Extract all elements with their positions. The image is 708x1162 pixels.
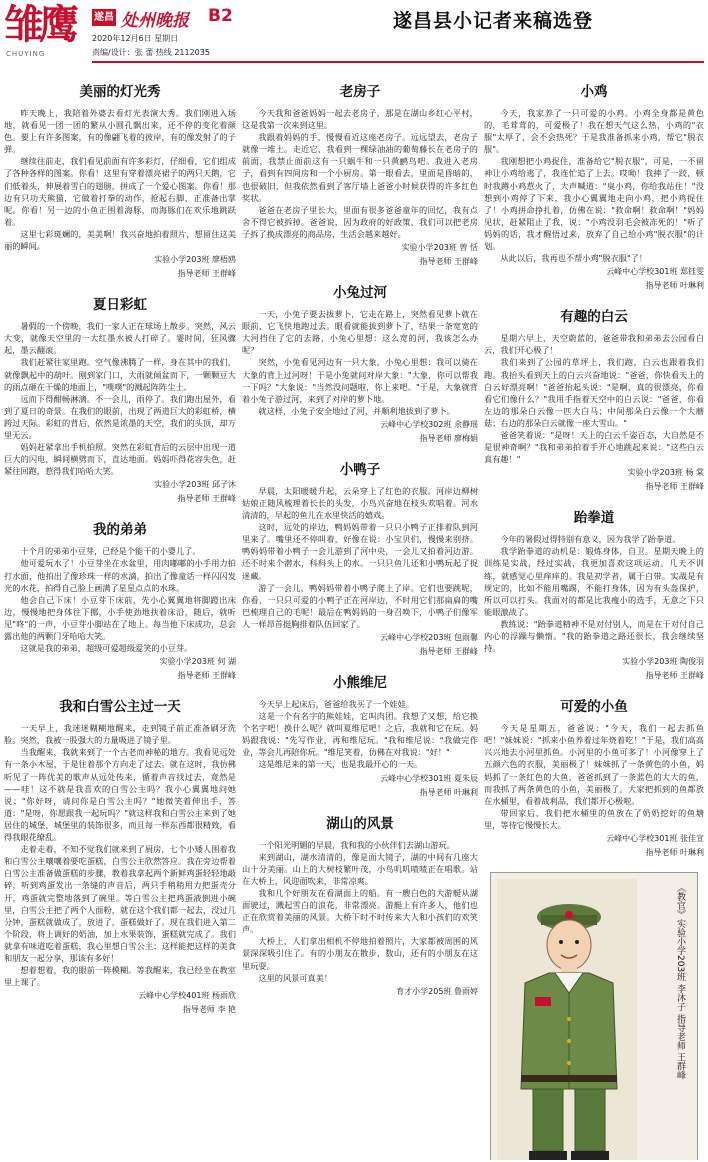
- article-paragraph: 突然，小兔看见河边有一只大象，小兔心里想：我可以骑在大象的背上过河呀！于是小兔就问对岸大象："大象，你可以帮我一下吗？"大象说："当然没问题啦，你上来吧。"于是，大象就背着小兔子游过河，来到了对岸的萝卜地。: [242, 357, 478, 404]
- article-paragraph: 我跟着妈妈的手，慢慢看近这座老房子。远远望去，老房子就像一堆土。走近它，我看到一棵绿油油的葡萄藤长在老房子的前面，我禁止面前这有一只蜗牛和一只黄鹂鸟吧。我进入老房子，看到有四间房和一个小厨房。第一眼看去，里面是昏暗的，也很破旧，但我依然看到了客厅墙上爸爸小时候获得的许多红色奖状。: [242, 132, 478, 203]
- article: [242, 281, 478, 445]
- article-paragraph: 从此以后，我再也不帮小鸡"脱衣服"了！: [500, 253, 648, 264]
- article-teacher: 指导老师 叶琳利: [645, 281, 704, 291]
- article-paragraph: 一个阳光明媚的早晨，我和我的小伙伴们去湖山游玩。: [258, 839, 455, 850]
- article-title: 湖山的风景: [326, 815, 394, 832]
- article-teacher: 指导老师 王群峰: [177, 671, 236, 681]
- paper-name: 处州晚报: [121, 11, 189, 31]
- article-title: 小熊维尼: [333, 675, 387, 691]
- article-paragraph: 这里七彩斑斓的，美美啊！我兴奋地拍着照片，想留住这美丽的瞬间。: [4, 228, 236, 252]
- article-teacher: 指导老师 王群峰: [645, 482, 704, 492]
- article-title: 有趣的白云: [560, 309, 628, 326]
- article: [484, 305, 704, 493]
- article-author: 云峰中心学校401班 杨雨欣: [138, 991, 236, 1001]
- article-teacher: 指导老师 王群峰: [177, 494, 236, 504]
- student-drawing: [490, 872, 698, 1160]
- article-body: [4, 545, 236, 654]
- article-paragraph: 暑假的一个傍晚，我们一家人正在球场上散步。突然，风云大变，就像天空里的一大红墨水被人打碎了。霎时间，狂风骤起，墨云翻滚。: [4, 321, 236, 356]
- article-body: [484, 533, 704, 654]
- article-paragraph: 我学跆拳道的动机是：锻炼身体，自卫。星期天晚上的训练是实战，经过实战，我更加喜欢这项运动。几天不训练，就感觉心里痒痒的。我是初学者，属于白带。实战是有规定的，比如不能用嘴踢，不能打身体，因为有头盔保护，所以可以打头。我面对的都是比我瘦小的选手，无意之下只能眼激战了。: [484, 546, 704, 617]
- article-title: 可爱的小鱼: [560, 699, 628, 716]
- article-body: [484, 332, 704, 465]
- article-body: [4, 722, 236, 988]
- column-middle: [242, 76, 478, 1160]
- article-paragraph: 这是维尼来的第一天，也是我最开心的一天。: [258, 759, 423, 770]
- article: [484, 80, 704, 292]
- page-header: [0, 0, 708, 72]
- article-body: [242, 107, 478, 240]
- article-paragraph: 早晨，太阳暖暖升起，云朵穿上了红色的衣服。河岸边柳树姑娘正随风梳理着长长的头发，小鸟兴奋地在枝头欢唱着。河水清清的，早起的鱼儿在水里快活的嬉戏。: [242, 485, 478, 521]
- edition-badge: 遂昌: [92, 9, 116, 26]
- column-left: [4, 76, 236, 1160]
- article-body: [4, 320, 236, 477]
- article-paragraph: 这里的风景可真美！: [258, 972, 333, 983]
- right-articles: [484, 80, 704, 859]
- logo-subtitle: CHUYING: [6, 50, 46, 58]
- article-paragraph: 走着走着，不知不觉我们就来到了厨房，七个小矮人围着我和白雪公主嚷嚷着要吃蛋糕，白雪公主欣然答应。我在旁边帮着白雪公主准备做蛋糕的步骤，教着我拿起两个新鲜鸡蛋轻轻地敲碎，听到鸡蛋发出一条缝的声音后，两只手稍稍用力把蛋壳分开，鸡蛋就完整地落到了碗里。等白雪公主把鸡蛋液倒进小碗里，白雪公主把了两个人面粉，就在这个我们都一起去，没过几分钟，蛋糕就做成了，放进了，蛋糕做好了。现在我们进入第二个阶段，将上调好的奶油，加上水果装饰，蛋糕就完成了。我们就拿有味道吃着蛋糕，我心里想白雪公主：这样能把这样的美食和朋友一起分享，那该有多好！: [4, 844, 236, 963]
- article-paragraph: 我们赶紧往家里跑。空气像沸腾了一样，身在其中的我们，就像飘起中的葫叶。刚到家门口，大雨就倾盆而下，一颗颗豆大的雨点砸在干燥的地面上，"噗噗"的溅起阵阵尘土。: [4, 357, 236, 392]
- article-paragraph: 一天早上，我迷迷糊糊地醒来，走到镜子前正准备刷牙洗脸。突然，我被一股强大的力量吸进了镜子里。: [4, 723, 236, 746]
- article-paragraph: 今天我和爸爸妈妈一起去老房子，那是在湖山乡红心平村，这是我第一次来到这里。: [242, 108, 478, 131]
- article-author: 云峰中心学校301班 郑钰雯: [606, 267, 704, 277]
- issue-date: 2020年12月6日 星期日: [92, 34, 179, 43]
- article-teacher: 指导老师 王群峰: [419, 257, 478, 267]
- article: [4, 293, 236, 505]
- article-paragraph: 远而下得酣畅淋漓。不一会儿，雨停了。我们跑出屋外，看到了夏日的奇景。在我们的眼前，出现了两道巨大的彩虹桥，横跨过天际。彩虹的背后，依然是浓墨的天空，我们的头顶，却万里无云。: [4, 393, 236, 440]
- article-title: 小鸭子: [339, 461, 381, 478]
- article-paragraph: 一天，小兔子要去拔萝卜，它走在路上，突然看见萝卜就在眼前，它飞快地跑过去。眼看就能拔到萝卜了，结果一条宽宽的大河挡住了它的去路，小兔心里想：这么宽的河，我该怎么办呢？: [242, 309, 478, 356]
- article-title: 美丽的灯光秀: [79, 84, 161, 100]
- article-author: 实验小学203班 杨 棠: [627, 468, 704, 478]
- article-author: 实验小学203班 陶俊羽: [622, 657, 704, 667]
- article-paragraph: 游了一会儿，鸭妈妈带着小鸭子爬上了岸。它们也要跳呢，你看，一只只可爱的小鸭子正在河岸边，不时用它们那扁扁的嘴巴梳理自己的毛呢！最后在鸭妈妈的一身召唤下，小鸭子们像军人一样昂首挺胸排着队伍回家了。: [242, 582, 478, 629]
- article-paragraph: 十个月的弟弟小豆芽，已经是个能干的小婴儿了。: [20, 546, 201, 557]
- article-body: [4, 107, 236, 252]
- article-title: 跆拳道: [573, 510, 615, 527]
- article-paragraph: 当我醒来，我就来到了一个古老而神秘的地方。我看见远处有一条小木屋，于是往着那个方向走了过去。就在这时，我仿佛听见了一阵优美的歌声从远处传来，循着声音找过去，竟然是——哇！这不就是我喜欢的白雪公主吗？我小心翼翼地问她说："你好呀，请问你是白雪公主吗？"她微笑着伸出手，答道："是呀，你愿跟我一起玩吗？"就这样我和白雪公主来到了她居住的城堡，城堡里的装饰很多，而且每一样东西都很精致，看得我眼花缭乱。: [4, 747, 236, 843]
- masthead-logo: [4, 2, 90, 68]
- article-paragraph: 他可爱玩水了！小豆芽坐在水盆里，用肉嘟嘟的小手用力拍打水面，他拍出了像珍珠一样的水滴，拍出了像童话一样闪闪发光的水花，拍得自己脸上画满了星星点点的水珠。: [4, 558, 236, 593]
- article: [242, 671, 478, 799]
- article-body: [242, 839, 478, 984]
- article-teacher: 指导老师 王群峰: [645, 671, 704, 681]
- article-paragraph: 这就是我的弟弟，超级可爱超级爱笑的小豆芽。: [20, 643, 193, 654]
- article: [4, 695, 236, 1016]
- article-author: 实验小学203班 廖梧鸥: [154, 255, 236, 265]
- soldier-drawing-icon: [497, 879, 637, 1160]
- article-paragraph: 他会自己下床！小豆芽下床前，先小心翼翼地将脚蹬出床边，慢慢地把身体往下挪，小手使劲地扶着床沿，随后，就听见"咚"的一声，小豆芽小脚站在了地上。每当他下床成功，总会露出他的两颗门牙哈哈大笑。: [4, 594, 236, 641]
- article-paragraph: 爸爸在老房子里长大，里面有很多爸爸童年的回忆，我有点舍不得它被拆掉。爸爸说，因为政府的好政策，我们可以把老房子拆了换成漂亮的商品房，生活会越来越好。: [242, 204, 478, 239]
- article-author: 云峰中心学校203班 包雨馨: [380, 633, 478, 642]
- article-paragraph: 带回家后，我们把水桶里的鱼放在了奶奶挖好的鱼塘里，等待它慢慢长大。: [484, 807, 704, 830]
- article-author: 实验小学203班 何 湖: [159, 657, 236, 667]
- article-body: [484, 722, 704, 831]
- article-body: [484, 107, 704, 264]
- article-teacher: 指导老师 王群峰: [419, 647, 478, 656]
- article-title: 小兔过河: [333, 285, 387, 302]
- article-author: 实验小学203班 邱子沐: [154, 480, 236, 490]
- article-title: 夏日彩虹: [93, 297, 147, 314]
- article-teacher: 指导老师 李 艳: [182, 1005, 236, 1015]
- editor-credits: 责编/设计：张 蕾 热线 2112035: [92, 48, 210, 57]
- column-right: [484, 76, 704, 1160]
- article-paragraph: 我和几个好朋友在看湖面上的船。有一艘白色的大游艇从湖面驶过，溅起雪白的浪花，非常漂亮。游艇上有许多人，他们也正在欣赏着美丽的风景。大桥下时不时传来大人和小孩们的欢笑声。: [242, 887, 478, 935]
- header-rule: [92, 61, 704, 63]
- article-paragraph: 今天是星期五，爸爸说："今天，我们一起去抓鱼吧！"妹妹说："抓来小鱼养着过年烧着吃！"于是，我们高高兴兴地去小河里抓鱼。小河里的小鱼可多了！小河像穿上了五颜六色的衣服，美丽极了！妹妹抓了一条黄色的小鱼，妈妈抓了一条红色的大鱼，爸爸抓到了一条蓝色的大大的鱼，而我抓了两条黄色的小鱼，美丽极了。大家把抓到的鱼都放在水桶里，看着战利品，我们都开心极啦。: [484, 723, 704, 806]
- article-paragraph: 来到湖山，湖水清清的，像是面大镜子，湖的中间有几座大山十分美丽。山上的大树枝繁叶茂，小鸟叽叽喳喳正在唱歌。站在大桥上，风迎面吹来，非常凉爽。: [242, 851, 478, 886]
- article-title: 我的弟弟: [93, 522, 147, 539]
- article-paragraph: 教练说："跆拳道精神不是对付别人，而是在于对付自己内心的浮躁与懒惰。"我的跆拳道之路还很长，我会继续坚持。: [484, 618, 704, 654]
- article-author: 云峰中心学校302班 余静瑶: [380, 419, 478, 429]
- article-title: 我和白雪公主过一天: [59, 699, 181, 716]
- article-author: 云峰中心学校301班 张佳宣: [606, 834, 704, 844]
- article-paragraph: 大桥上，人们拿出相机不停地拍着照片，大家都被周围的风景深深吸引住了。有的小朋友在散步，数山，还有的小朋友在这里玩耍。: [242, 936, 478, 971]
- article: [242, 458, 478, 658]
- article-body: [242, 698, 478, 771]
- article: [4, 518, 236, 682]
- article-title: 小鸡: [580, 84, 608, 100]
- article-paragraph: 爸爸笑着说："是呀！天上的白云千姿百态，大自然是不是很神奇啊？"我和弟弟拍着手开心地跳起来说："这些白云真有趣！": [484, 429, 704, 465]
- article-author: 云峰中心学校301班 夏朱辰: [380, 773, 478, 783]
- article-title: 老房子: [339, 84, 381, 100]
- article: [484, 506, 704, 682]
- article: [4, 80, 236, 280]
- article-paragraph: 今天早上起床后，爸爸给我买了一个娃娃。: [258, 699, 414, 709]
- article-paragraph: 这时，远处的岸边，鸭妈妈带着一只只小鸭子正排着队到河里来了。嘴里还不停叫着，好像在说：小宝贝们，慢慢来别挤。鸭妈妈带着小鸭子一会儿游到了河中央，一会儿又拍着河边游。还不时来个潜水，科科头上的水。一只只鱼儿还和小鸭玩起了捉迷藏。: [242, 522, 478, 581]
- article: [484, 695, 704, 859]
- article-teacher: 指导老师 叶琳利: [645, 848, 704, 858]
- article: [242, 80, 478, 268]
- article-paragraph: 继续往前走，我们看见前面有许多彩灯，仔细看，它们组成了各种各样的图案。你看！这里有穿着漂亮裙子的两只天鹅，它们低着头，伸展着雪白的翅膀，拼成了一个爱心图案。你看！那边有只功夫熊猫，它做着打拳的动作，抢起右脚，正准备出掌呢。你看！另一边的小鱼正围着海豚，而海豚们在欢乐地跳跃着。: [4, 156, 236, 227]
- article-paragraph: 星期六早上，天空蔚蓝的，爸爸带我和弟弟去公园看白云，我们开心极了！: [484, 333, 704, 356]
- article-paragraph: 今天，我家养了一只可爱的小鸡。小鸡全身都是黄色的，毛茸茸的，可爱极了！我在想天气这么热，小鸡的"衣服"太厚了，会不会热死？于是我准备抓来小鸡，帮它"脱衣服"。: [484, 108, 704, 155]
- page-number: B2: [208, 6, 233, 26]
- article-paragraph: 就这样，小兔子安全地过了河，并顺利地拔到了萝卜。: [258, 405, 455, 416]
- article: [242, 812, 478, 998]
- article-paragraph: 今年的暑假过得特别有意义，因为我学了跆拳道。: [500, 534, 681, 545]
- article-paragraph: 想着想着，我的眼前一阵模糊。等我醒来，我已经坐在教室里上课了。: [4, 965, 236, 988]
- drawing-caption: 《教官》实验小学203班 李沐子 指导老师 王群峰: [675, 883, 685, 1080]
- article-teacher: 指导老师 叶琳利: [419, 787, 478, 797]
- article-author: 育才小学205班 鲁雨婷: [396, 986, 478, 996]
- page-title: 遂昌县小记者来稿选登: [392, 10, 593, 32]
- article-paragraph: 这是一个有名字的熊娃娃，它叫肉团。我想了又想，给它换个名字吧！换什么呢？就叫夏维尼吧！之后，我就和它在玩。妈妈跟我说："先写作业，再和维尼玩。"我和维尼说："我做完作业，等会儿再陪你玩。"维尼笑着，仿佛在对我说："好！": [242, 711, 478, 758]
- logo-text: 雏鹰: [4, 1, 74, 48]
- article-body: [242, 485, 478, 630]
- article-teacher: 指导老师 王群峰: [177, 269, 236, 279]
- article-body: [242, 308, 478, 417]
- article-paragraph: 我们来到了公园的草坪上，我们跑，白云也跟着我们跑。我抬头看到天上的白云兴奋地说："爸爸，你快看天上的白云好漂亮啊！"爸爸抬起头说："是啊，真的很漂亮，你看看它们像什么？"我用手指着天空中的白云说："爸爸，你看左边的那朵白云像一匹大白马；中间那朵白云像一个大蘑菇；右边的那朵白云就像一座大雪山。": [484, 357, 704, 428]
- article-paragraph: 昨天晚上，我陪着外婆去看灯光表演大秀。我们刚进入场地，就看见一团一团的繁从小圆孔飘出来，还不停的变化着颜色。要上有许多图案，有的像翩飞着的彼岸，有的像发射了的子弹。: [4, 108, 236, 155]
- article-teacher: 指导老师 廖梅娟: [419, 433, 478, 443]
- article-paragraph: 我刚想把小鸡捉住，准备给它"脱衣服"，可是，一不留神让小鸡给逃了，我连忙追了上去。哎呦！我摔了一跤，顿时我蹲小鸡惹火了，大声喊道："臭小鸡，你给我站住！"没想到小鸡停了下来，我小心翼翼地走向小鸡，把小鸡捉住了！小鸡拼命挣扎着，仿佛在说："救命啊！救命啊！"妈妈见状，赶紧阻止了我，说："小鸡没羽毛会被冻死的！"听了妈妈的话，我才醒悟过来，放弃了自己给小鸡"脱衣服"的计划。: [484, 156, 704, 252]
- article-author: 实验小学203班 曾 恬: [401, 243, 478, 253]
- article-paragraph: 妈妈赶紧拿出手机拍照。突然在彩虹背后的云层中出现一道巨大的闪电，瞬间横劈而下，直达地面。妈妈吓得花容失色，赶紧往回跑，惹得我们哈哈大笑。: [4, 442, 236, 477]
